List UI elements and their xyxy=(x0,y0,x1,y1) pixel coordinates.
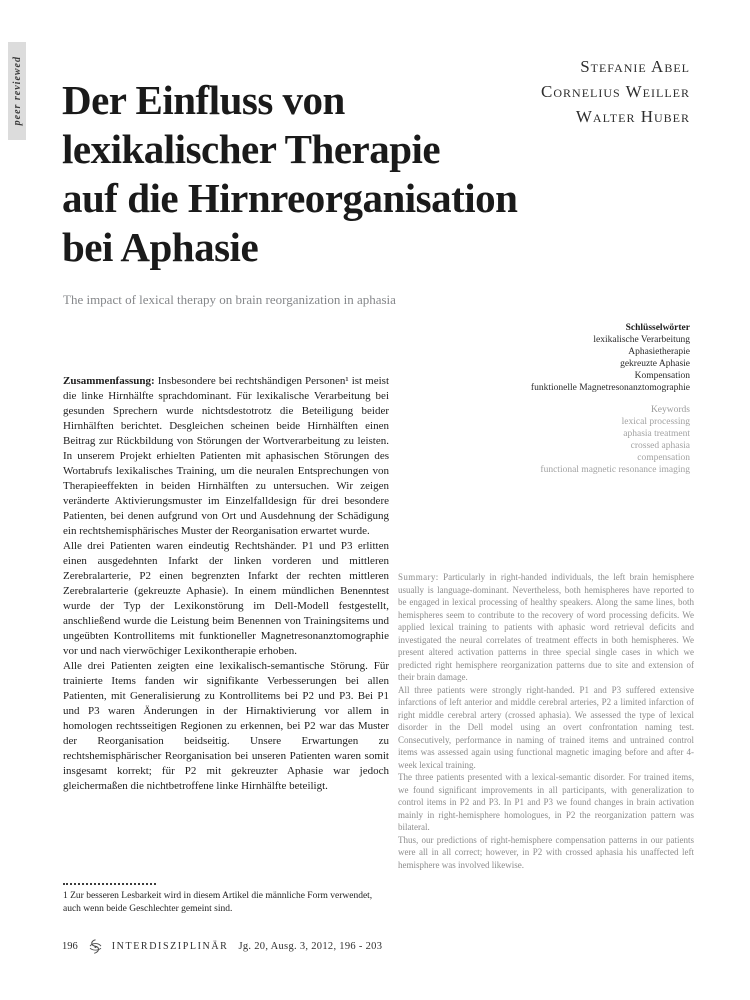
keyword-item: funktionelle Magnetresonanztomographie xyxy=(530,383,690,393)
keywords-sidebar xyxy=(531,322,690,476)
keyword-item: Kompensation xyxy=(634,371,690,381)
author-name: Walter Huber xyxy=(575,107,690,126)
summary-paragraph xyxy=(398,571,694,684)
article-subtitle: The impact of lexical therapy on brain reorganization in aphasia xyxy=(63,292,396,307)
keyword-item: crossed aphasia xyxy=(630,441,690,451)
authors-block xyxy=(541,54,690,129)
keyword-item: lexical processing xyxy=(621,417,690,427)
summary-english xyxy=(398,571,694,871)
abstract-label: Zusammenfassung: xyxy=(63,375,155,387)
footnote-block xyxy=(63,883,389,915)
journal-name: INTERDISZIPLINÄR xyxy=(111,941,229,952)
footnote-separator xyxy=(63,883,156,885)
abstract-paragraph xyxy=(63,374,389,539)
article-title-line: bei Aphasie xyxy=(62,224,259,270)
abstract-german xyxy=(63,374,389,794)
abstract-paragraph: Alle drei Patienten zeigten eine lexikalisch-semantische Störung. Für trainierte Items fanden wir signifikante Verbesserungen bei allen Patienten, mit Generalisierung zu Kontrollitems bei P2 und P3. Bei P1 und P3 waren Änderungen in der Hirnaktivierung vor allem in homologen rechtsseitigen Regionen zu erkennen, bei P2 war das Muster der Reorganisation beidseitig. Unsere Erwartungen zu rechtshemisphärischer Reorganisation bei unseren Patienten waren somit insgesamt korrekt; für P2 mit gekreuzter Aphasie war jedoch gleichermaßen die nichtbetroffene linke Hirnhälfte beteiligt. xyxy=(63,660,389,792)
summary-text: Particularly in right-handed individuals, the left brain hemisphere usually is language-dominant. Nevertheless, both hemispheres have reported to be engaged in lexical processing of healthy speakers. Along the same lines, both hemispheres seem to contribute to the recovery of word processing deficits. We applied lexical training to patients with aphasic word retrieval deficits and investigated the neural correlates of treatment effects in both hemispheres. We present altered activation patterns in three special single cases in which we predicted right hemisphere reorganization patterns due to site and extension of their brain damage. xyxy=(398,572,694,682)
abstract-text: Insbesondere bei rechtshändigen Personen¹ ist meist die linke Hirnhälfte sprachdominant. Für lexikalische Verarbeitung bei gesunden Sprechern wurde nichtsdestotrotz die Beteiligung beider Hirnhälften berichtet. Desgleichen scheinen beide Hirnhälften einen Beitrag zur Rückbildung von Störungen der Wortverarbeitung zu leisten. In unserem Projekt erhielten Patienten mit aphasischen Störungen des Wortabrufs lexikalisches Training, um die neuralen Entsprechungen von Therapieeffekten in beiden Hirnhälften zu untersuchen. Wir zeigen veränderte Aktivierungsmuster im Einzelfalldesign für drei besondere Patienten, bei denen aufgrund von Ort und Ausdehnung der Schädigung ein rechtshemisphärisches Muster der Reorganisation erwartet wurde. xyxy=(63,375,389,537)
article-title-line: lexikalischer Therapie xyxy=(62,126,441,172)
author-name: Stefanie Abel xyxy=(580,57,690,76)
keyword-item: compensation xyxy=(637,453,690,463)
keyword-item: aphasia treatment xyxy=(623,429,690,439)
peer-reviewed-badge xyxy=(8,42,26,140)
summary-paragraph: Thus, our predictions of right-hemisphere compensation patterns in our patients were all in all correct; however, in P2 with crossed aphasia his unaffected left hemisphere was involved likewise. xyxy=(398,834,694,870)
page-number: 196 xyxy=(62,941,78,952)
article-title-line: auf die Hirnreorganisation xyxy=(62,175,518,221)
keyword-item: functional magnetic resonance imaging xyxy=(540,465,690,475)
abstract-paragraph: Alle drei Patienten waren eindeutig Rechtshänder. P1 und P3 erlitten einen ausgedehnten Infarkt der linken vorderen und mittleren Zerebralarterie, P2 einen begrenzten Infarkt der rechten mittleren Zerebralarterie (gekreuzte Aphasie). In einem mündlichen Benenntest wurde der Typ der Lexikonstörung im Dell-Modell festgestellt, anschließend wurde die Leistung beim Benennen von Trainingsitems und ungeübten Kontrollitems mit funktioneller Magnetresonanztomographie vor und nach vierwöchiger Lexikontherapie erhoben. xyxy=(63,540,389,657)
keywords-german-heading: Schlüsselwörter xyxy=(625,323,690,333)
journal-logo-icon xyxy=(87,938,104,955)
keywords-english xyxy=(531,404,690,476)
issue-info: Jg. 20, Ausg. 3, 2012, 196 - 203 xyxy=(238,941,383,952)
article-title-line: Der Einfluss von xyxy=(62,77,345,123)
peer-reviewed-label: peer reviewed xyxy=(11,56,23,126)
page-footer xyxy=(62,938,382,955)
summary-label: Summary: xyxy=(398,572,439,582)
summary-paragraph: The three patients presented with a lexical-semantic disorder. For trained items, we found significant improvements in all participants, with generalization to control items in P2 and P3. In P1 and P3 we found changes in brain activation mainly in right-hemisphere homologues, in P2 the reorganization pattern was bilateral. xyxy=(398,772,694,832)
keyword-item: lexikalische Verarbeitung xyxy=(593,335,690,345)
keyword-item: gekreuzte Aphasie xyxy=(620,359,690,369)
footnote-text: 1 Zur besseren Lesbarkeit wird in diesem Artikel die männliche Form verwendet, auch wenn beide Geschlechter gemeint sind. xyxy=(63,891,373,914)
author-name: Cornelius Weiller xyxy=(541,82,690,101)
summary-paragraph: All three patients were strongly right-handed. P1 and P3 suffered extensive infarctions of left anterior and middle cerebral arteries, P2 a limited infarction of right middle cerebral artery (crossed aphasia). We assessed the type of lexical disorder in the Dell model using an overt confrontation naming test. Consecutively, performance in naming of trained items and untrained control items was assessed again using functional magnetic imaging before and after 4-week lexical training. xyxy=(398,684,694,770)
keyword-item: Aphasietherapie xyxy=(628,347,690,357)
keywords-english-heading: Keywords xyxy=(650,405,690,415)
keywords-german xyxy=(531,322,690,394)
article-title xyxy=(62,76,517,272)
